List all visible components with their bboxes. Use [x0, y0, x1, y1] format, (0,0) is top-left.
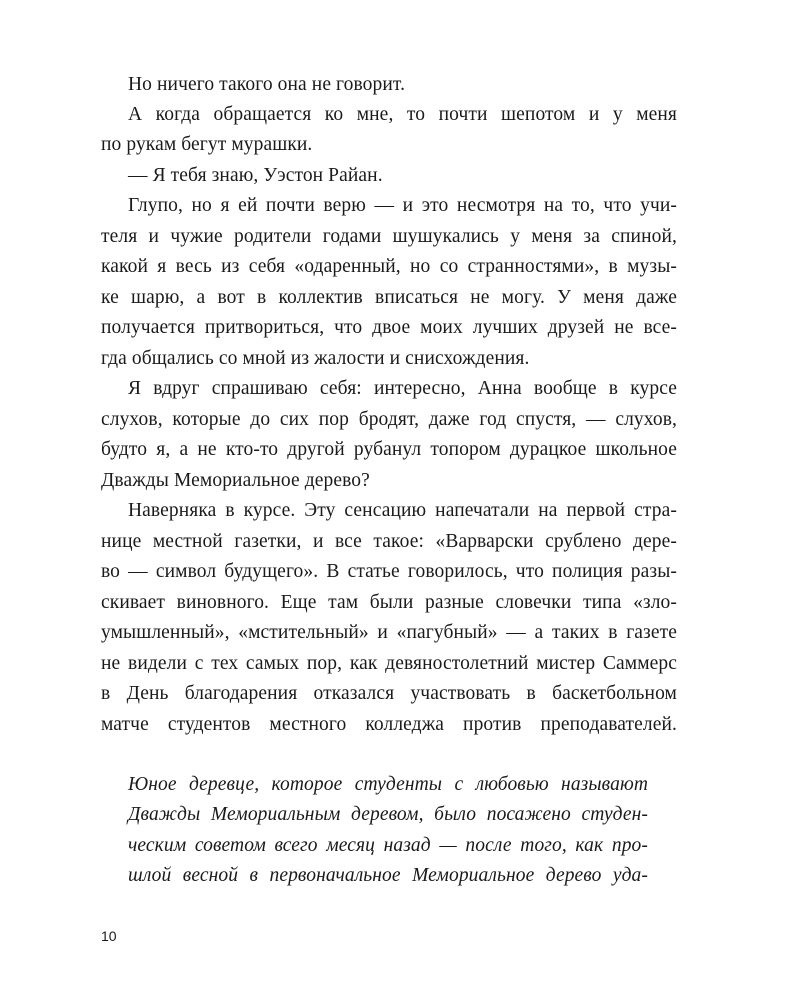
- quote-line: Юное деревце, которое студенты с любовью называют: [128, 774, 648, 795]
- body-line: Но ничего такого она не говорит.: [128, 74, 406, 95]
- page-number: 10: [101, 928, 117, 944]
- body-line: матче студентов местного колледжа против преподавателей.: [101, 714, 677, 735]
- quote-line: Дважды Мемориальным деревом, было посажено студен-: [128, 804, 648, 825]
- body-line: слухов, которые до сих пор бродят, даже год спустя, — слухов,: [101, 409, 677, 430]
- body-line: Дважды Мемориальное дерево?: [101, 470, 370, 491]
- body-line: скивает виновного. Еще там были разные словечки типа «зло-: [101, 592, 677, 613]
- body-line: нице местной газетки, и все такое: «Варварски срублено дере-: [101, 531, 677, 552]
- body-line: Я вдруг спрашиваю себя: интересно, Анна вообще в курсе: [128, 378, 677, 399]
- body-line: получается притвориться, что двое моих лучших друзей не все-: [101, 317, 677, 338]
- body-line: Наверняка в курсе. Эту сенсацию напечатали на первой стра-: [128, 500, 677, 521]
- body-line: ке шарю, а вот в коллектив вписаться не могу. У меня даже: [101, 287, 677, 308]
- body-line: — Я тебя знаю, Уэстон Райан.: [128, 165, 383, 186]
- quote-line: шлой весной в первоначальное Мемориальное дерево уда-: [128, 865, 648, 886]
- body-line: А когда обращается ко мне, то почти шепотом и у меня: [128, 104, 677, 125]
- body-line: Глупо, но я ей почти верю — и это несмотря на то, что учи-: [128, 195, 677, 216]
- body-line: какой я весь из себя «одаренный, но со странностями», в музы-: [101, 256, 677, 277]
- body-line: будто я, а не кто-то другой рубанул топором дурацкое школьное: [101, 439, 677, 460]
- quote-line: ческим советом всего месяц назад — после того, как про-: [128, 835, 648, 856]
- body-line: в День благодарения отказался участвовать в баскетбольном: [101, 683, 677, 704]
- body-line: не видели с тех самых пор, как девяностолетний мистер Саммерс: [101, 653, 677, 674]
- body-line: гда общались со мной из жалости и снисхождения.: [101, 348, 530, 369]
- body-line: по рукам бегут мурашки.: [101, 134, 313, 155]
- body-line: умышленный», «мстительный» и «пагубный» — а таких в газете: [101, 622, 677, 643]
- body-line: во — символ будущего». В статье говорилось, что полиция разы-: [101, 561, 677, 582]
- body-line: теля и чужие родители годами шушукались у меня за спиной,: [101, 226, 677, 247]
